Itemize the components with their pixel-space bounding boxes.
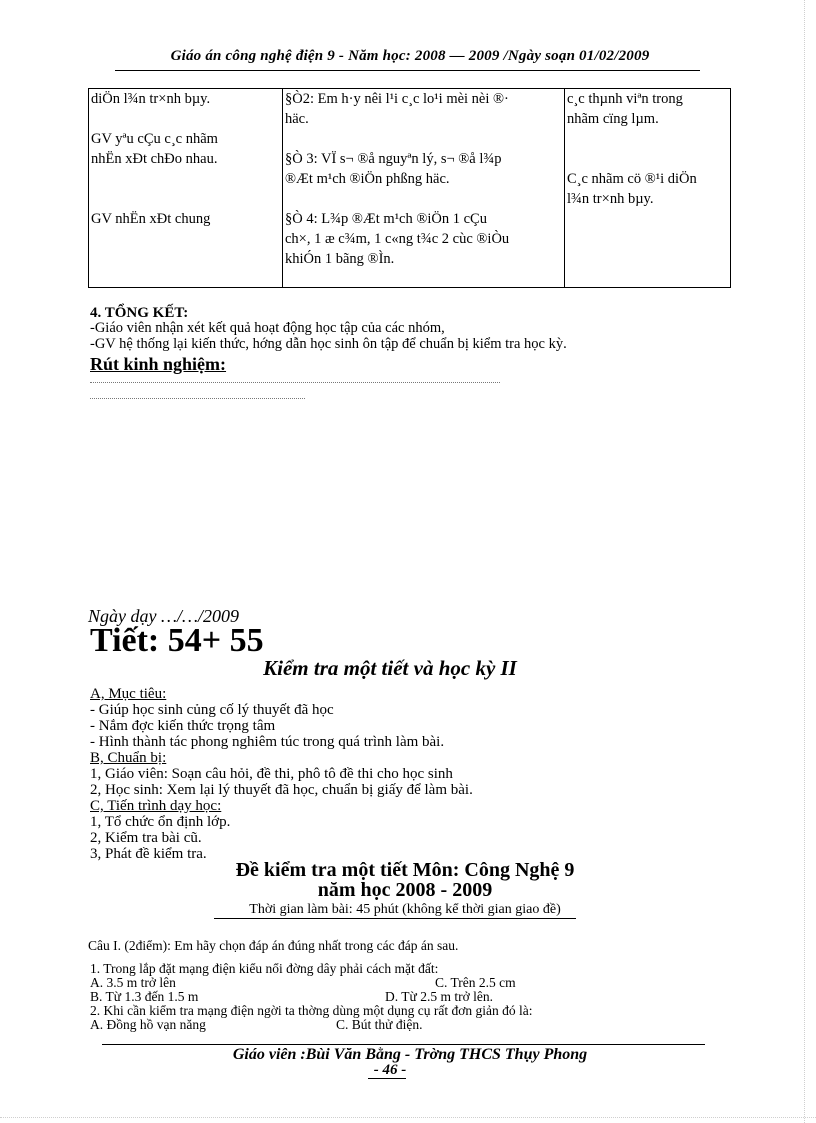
cell-line: nhãm cïng lµm.	[567, 111, 659, 127]
footer-rule	[102, 1044, 705, 1045]
header-rule	[115, 70, 700, 71]
cell-line: §Ò2: Em h·y nêi l¹i c¸c lo¹i mèi nèi ®·	[285, 91, 509, 107]
section-b-item: 2, Học sinh: Xem lại lý thuyết đã học, chuẩn bị giấy để làm bài.	[90, 782, 473, 798]
section-a-item: - Giúp học sinh củng cố lý thuyết đã học	[90, 702, 334, 718]
exam-duration: Thời gian làm bài: 45 phút (không kể thời gian giao đề)	[249, 902, 561, 917]
page-number-underline	[368, 1078, 406, 1079]
dotted-fill-line	[90, 382, 500, 383]
section-c-title: C, Tiến trình dạy học:	[90, 798, 222, 814]
cell-line: khiÓn 1 bãng ®Ìn.	[285, 251, 395, 267]
exam-duration-underline	[214, 918, 576, 919]
teaching-date: Ngày dạy …/…/2009	[88, 606, 239, 626]
question-1-option-a: A. 3.5 m trở lên	[90, 975, 176, 990]
cell-line: nhËn xÐt chÐo nhau.	[91, 151, 218, 167]
dotted-fill-line	[90, 398, 305, 399]
tong-ket-heading: 4. TỔNG KẾT:	[90, 305, 189, 321]
question-2-option-c: C. Bút thử điện.	[336, 1017, 423, 1032]
cell-line: ch×, 1 æ c¾m, 1 c«ng t¾c 2 cùc ®iÒu	[285, 231, 510, 247]
question-2: 2. Khi cần kiểm tra mạng điện ngời ta thờng dùng một dụng cụ rất đơn giản đó là:	[90, 1003, 533, 1018]
lesson-number: Tiết: 54+ 55	[90, 622, 264, 659]
page-header-title: Giáo án công nghệ điện 9 - Năm học: 2008 — 2009 /Ngày soạn 01/02/2009	[170, 48, 650, 64]
rut-kinh-nghiem-heading: Rút kinh nghiệm:	[90, 354, 227, 374]
page-margin-guide	[0, 1117, 816, 1118]
exam-title-line-2: năm học 2008 - 2009	[317, 879, 493, 901]
section-c-item: 3, Phát đề kiểm tra.	[90, 846, 207, 862]
question-1-option-b: B. Từ 1.3 đến 1.5 m	[90, 989, 199, 1004]
section-a	[90, 686, 473, 862]
table-cell-content	[283, 89, 565, 288]
cell-line: §Ò 3: VÏ s¬ ®å nguyªn lý, s¬ ®å l¾p	[285, 151, 502, 167]
section-c-item: 1, Tổ chức ổn định lớp.	[90, 814, 231, 830]
exam-title-line-1: Đề kiểm tra một tiết Môn: Công Nghệ 9	[235, 859, 575, 881]
cell-line: C¸c nhãm cö ®¹i diÖn	[567, 171, 697, 187]
question-section-heading: Câu I. (2điểm): Em hãy chọn đáp án đúng nhất trong các đáp án sau.	[88, 938, 459, 953]
question-1-option-c: C. Trên 2.5 cm	[435, 975, 516, 990]
cell-line: §Ò 4: L¾p ®Æt m¹ch ®iÖn 1 cÇu	[285, 211, 487, 227]
cell-line: l¾n tr×nh bµy.	[567, 191, 654, 207]
exam-title	[170, 860, 640, 900]
section-a-item: - Hình thành tác phong nghiêm túc trong quá trình làm bài.	[90, 734, 445, 750]
section-b-item: 1, Giáo viên: Soạn câu hỏi, đề thi, phô tô đề thi cho học sinh	[90, 766, 453, 782]
cell-line: GV nhËn xÐt chung	[91, 211, 211, 227]
table-cell-teacher	[89, 89, 283, 288]
page-margin-guide	[804, 0, 805, 1123]
cell-line: ®Æt m¹ch ®iÖn phßng häc.	[285, 171, 450, 187]
cell-line: c¸c thµnh viªn trong	[567, 91, 683, 107]
section-a-title: A, Mục tiêu:	[90, 686, 167, 702]
table-cell-students	[565, 89, 731, 288]
section-c-item: 2, Kiểm tra bài cũ.	[90, 830, 202, 846]
page-number: - 46 -	[373, 1062, 407, 1078]
tong-ket-line-1: -Giáo viên nhận xét kết quả hoạt động học tập của các nhóm,	[90, 320, 445, 336]
question-1-option-d: D. Từ 2.5 m trở lên.	[385, 989, 493, 1004]
cell-line: häc.	[285, 111, 309, 127]
tong-ket-line-2: -GV hệ thống lại kiến thức, hớng dẫn học sinh ôn tập để chuẩn bị kiểm tra học kỳ.	[90, 336, 567, 352]
activity-table	[88, 88, 731, 288]
section-b-title: B, Chuẩn bị:	[90, 750, 167, 766]
cell-line: diÖn l¾n tr×nh bµy.	[91, 91, 211, 107]
lesson-heading: Kiểm tra một tiết và học kỳ II	[263, 656, 517, 680]
section-a-item: - Nắm đợc kiến thức trọng tâm	[90, 718, 276, 734]
table-row	[89, 89, 731, 288]
footer-teacher: Giáo viên :Bùi Văn Bằng - Trờng THCS Thụy Phong	[232, 1046, 588, 1063]
question-1: 1. Trong lắp đặt mạng điện kiểu nổi đờng dây phải cách mặt đất:	[90, 961, 439, 976]
question-2-option-a: A. Đồng hồ vạn năng	[90, 1017, 206, 1032]
cell-line: GV yªu cÇu c¸c nhãm	[91, 131, 218, 147]
